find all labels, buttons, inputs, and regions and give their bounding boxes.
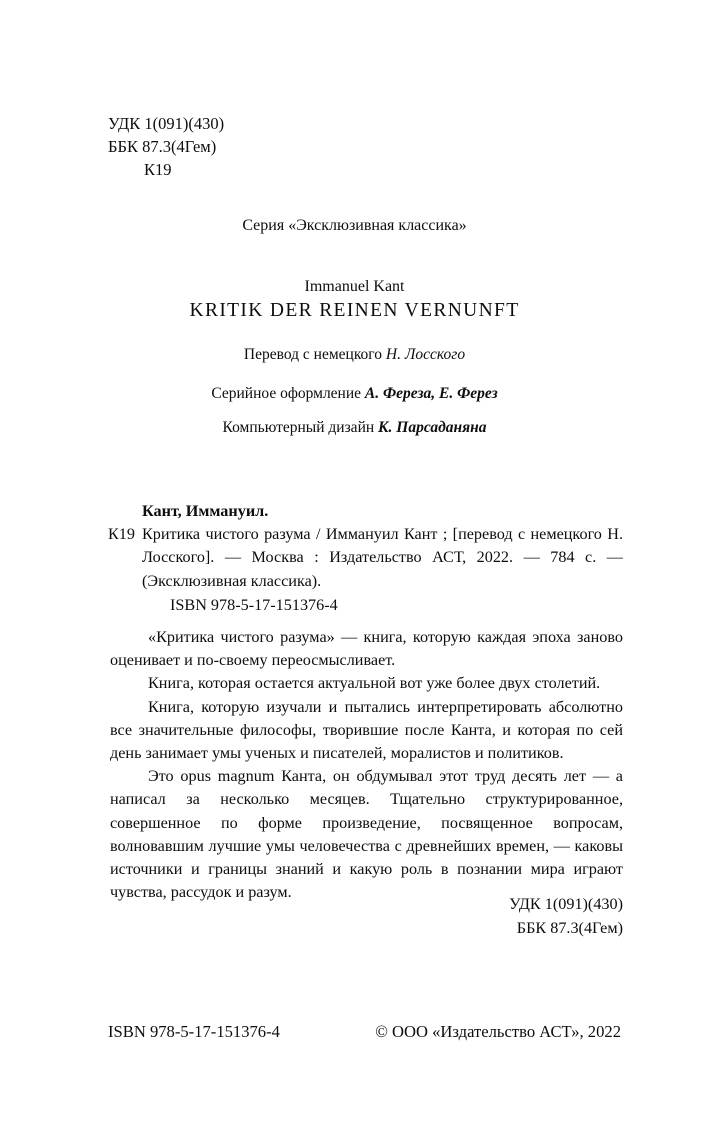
credit-computer-design-name: К. Парсаданяна: [378, 419, 487, 436]
classification-codes-top: [108, 112, 224, 181]
annotation-paragraph-1: «Критика чистого разума» — книга, которую каждая эпоха заново оценивает и по-своему переосмысливает.: [110, 628, 623, 670]
annotation-paragraph-3: Книга, которую изучали и пытались интерпретировать абсолютно все значительные философы, творившие после Канта, и которая по сей день занимает умы ученых и писателей, моралистов и политиков.: [110, 697, 623, 763]
annotation-block: [110, 626, 623, 904]
author-name-latin: Immanuel Kant: [304, 278, 405, 295]
author-sign-top: К19: [144, 160, 172, 179]
bbk-code-bottom: ББК 87.3(4Гем): [516, 918, 623, 937]
page-footer: [108, 1022, 623, 1042]
udk-code-top: УДК 1(091)(430): [108, 114, 225, 133]
cip-author-sign: К19: [108, 525, 135, 544]
credit-computer-design-label: Компьютерный дизайн: [222, 419, 379, 436]
book-title-latin: KRITIK DER REINEN VERNUNFT: [189, 300, 520, 321]
footer-copyright: © ООО «Издательство АСТ», 2022: [375, 1022, 621, 1041]
cip-description: Критика чистого разума / Иммануил Кант ; [перевод с немецкого Н. Лосского]. — Москва : Издательство АСТ, 2022. — 784 с. — (Эксклюзивная классика).: [142, 525, 623, 590]
credit-translation-name: Н. Лосского: [385, 346, 466, 363]
credit-series-design: [0, 385, 709, 403]
cip-block: [108, 500, 623, 617]
cip-isbn: ISBN 978-5-17-151376-4: [170, 595, 338, 614]
bbk-code-top: ББК 87.3(4Гем): [108, 137, 217, 156]
footer-isbn: ISBN 978-5-17-151376-4: [108, 1022, 280, 1041]
credit-computer-design: [0, 419, 709, 437]
udk-code-bottom: УДК 1(091)(430): [509, 895, 623, 913]
cip-heading: Кант, Иммануил.: [142, 502, 269, 520]
classification-codes-bottom: [509, 893, 623, 940]
credit-series-design-name: А. Фереза, Е. Ферез: [364, 385, 498, 402]
annotation-paragraph-2: Книга, которая остается актуальной вот уже более двух столетий.: [148, 674, 601, 693]
cip-description-row: [108, 523, 623, 593]
annotation-paragraph-4: Это opus magnum Канта, он обдумывал этот труд десять лет — а написал за несколько месяцев. Тщательно структурированное, совершенное по форме произведение, посвященное вопросам, волновавшим лучшие умы человечества с древнейших времен, — каковы источники и границы знаний и какую роль в познании мира играют чувства, рассудок и разум.: [110, 767, 623, 902]
credit-series-design-label: Серийное оформление: [211, 385, 365, 402]
credit-translation-label: Перевод с немецкого: [243, 346, 386, 363]
credit-translation: [0, 346, 709, 364]
series-line: Серия «Эксклюзивная классика»: [242, 217, 467, 234]
